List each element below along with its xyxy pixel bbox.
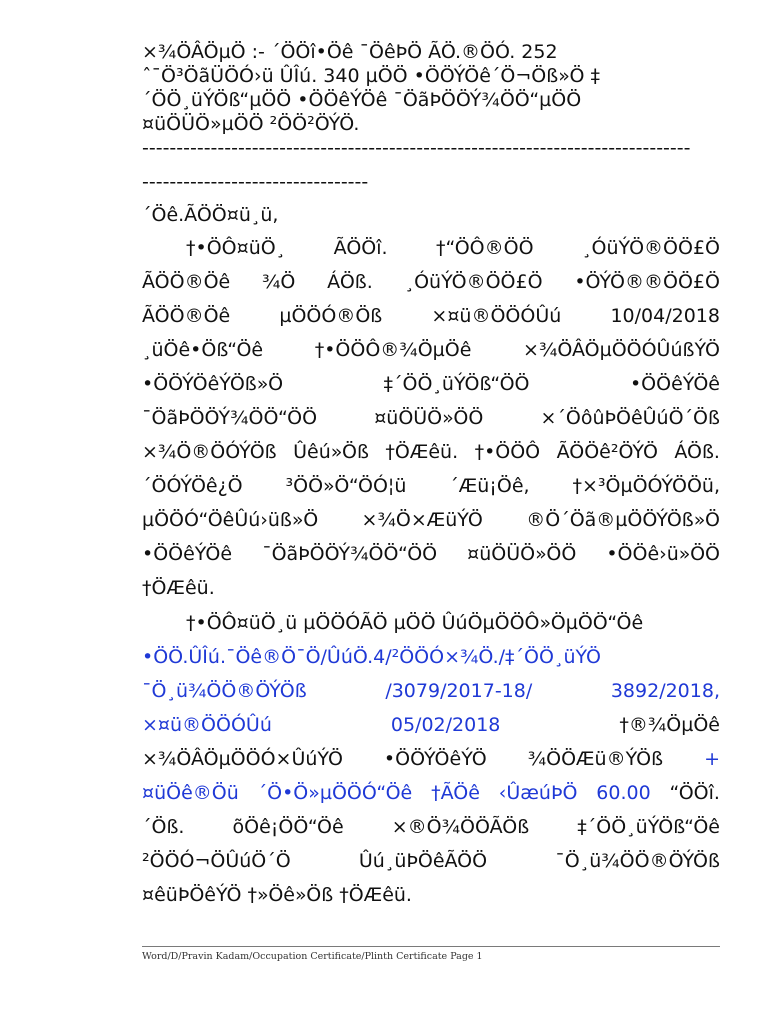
word: ´ÖÓÝÖê¿Ö [142, 475, 243, 497]
word: •ÖÝÖ®®ÖÖ£Ö [574, 271, 720, 293]
word: ®Ö´Öã®µÖÖÝÖß»Ö [526, 509, 720, 531]
word: ÃÖÖê²ÖÝÖ [556, 441, 658, 463]
word: ×®Ö¾ÖÖÃÖß [391, 816, 530, 838]
subject-line: ¤üÖÜÖ»µÖÖ ²ÖÖ²ÖÝÖ. [142, 113, 360, 135]
word: †ÖÆêü. [142, 577, 215, 599]
word: “ÖÖî. [669, 782, 720, 804]
subject-block [142, 40, 732, 136]
word: †•ÖÖÔ [474, 441, 541, 463]
subject-line: ×¾ÖÂÖµÖ :- ´ÖÖî•Öê ¯ÖêÞÖ ÃÖ.®ÖÓ. 252 [142, 41, 558, 63]
word: †•ÖÔ¤üÖ¸ [186, 237, 286, 259]
word: •ÖÖêÝÖê [629, 373, 720, 395]
word: µÖÖ [393, 612, 436, 634]
paragraph-line [142, 810, 720, 844]
word: ¯ÖãÞÖÖÝ¾ÖÖ“ÖÖ [142, 407, 318, 429]
word: ‡´ÖÖ¸üÝÖß“ÖÖ [383, 373, 530, 395]
word: ×¾ÖÂÖµÖÖÓ×ÛúÝÖ [142, 748, 343, 770]
separator-line: -------------------------------------------------------------------------------- [142, 137, 691, 159]
word: •ÖÖÝÖêÝÖß»Ö [142, 373, 284, 395]
subject-line: ˆ¯Ö³ÖãÜÖÓ›ü ÛÎú. 340 µÖÖ •ÖÖÝÖê´Ö¬Öß»Ö ‡ [142, 65, 601, 87]
paragraph-line [142, 333, 720, 367]
paragraph-line [142, 640, 720, 674]
date-text: 05/02/2018 [390, 714, 501, 736]
word: ÁÖß. [327, 271, 373, 293]
body-paragraph-1 [142, 231, 720, 605]
word: ¤üÖÜÖ»ÖÖ [467, 543, 577, 565]
paragraph-line [142, 776, 720, 810]
word: ´Æü¡Öê, [449, 475, 530, 497]
paragraph-line [142, 844, 720, 878]
word: †•ÖÖÔ®¾ÖµÖê [314, 339, 472, 361]
paragraph-line [142, 606, 720, 640]
word: µÖÖÓ“ÖêÛú›üß»Ö [142, 509, 319, 531]
word: ´Öß. [142, 816, 185, 838]
word: ×¾ÖÂÖµÖÖÓÛúßÝÖ [523, 339, 720, 361]
word: †×³ÖµÖÓÝÖÖü, [572, 475, 720, 497]
word: ¤üÖê®Öü [142, 782, 239, 804]
paragraph-line [142, 742, 720, 776]
word: Ûêú»Öß [293, 441, 369, 463]
word: ×¤ü®ÖÖÓÛú [431, 305, 562, 327]
reference-number: •ÖÖ.ÛÎú.¯Öê®Ö¯Ö/ÛúÖ.4/²ÖÖÓ×¾Ö./‡´ÖÖ¸üÝÖ [142, 646, 602, 668]
subject-line: ´ÖÖ¸üÝÖß“µÖÖ •ÖÖêÝÖê ¯ÖãÞÖÖÝ¾ÖÖ“µÖÖ [142, 89, 582, 111]
word: †®¾ÖµÖê [619, 714, 720, 736]
paragraph-line [142, 537, 720, 571]
word: õÖê¡ÖÖ“Öê [232, 816, 344, 838]
word: •ÖÖêÝÖê [142, 543, 233, 565]
word: ÁÖß. [674, 441, 720, 463]
paragraph-line [142, 503, 720, 537]
word: †»Öê»Öß [247, 884, 334, 906]
word: ²ÖÖÓ¬ÖÛúÖ´Ö [142, 850, 291, 872]
word: ÃÖÖî. [333, 237, 388, 259]
word: ¯Ö¸ü¾ÖÖ®ÖÝÖß [142, 680, 307, 702]
footer-divider [142, 946, 720, 947]
paragraph-line [142, 571, 720, 605]
word: ¤üÖÜÖ»ÖÖ [374, 407, 484, 429]
separator-line: --------------------------------- [142, 171, 369, 193]
paragraph-line [142, 435, 720, 469]
word: µÖÖÓÃÖ [303, 612, 388, 634]
word: ¸ÓüÝÖ®ÖÖ£Ö [582, 237, 720, 259]
page-footer: Word/D/Pravin Kadam/Occupation Certificate/Plinth Certificate Page 1 [142, 951, 483, 962]
word: ¸üÖê•Öß“Öê [142, 339, 264, 361]
word: µÖÖÓ®Öß [279, 305, 383, 327]
word: ´Ö•Ö»µÖÖÓ“Öê [257, 782, 413, 804]
word: ‹ÛæúÞÖ [498, 782, 578, 804]
paragraph-line [142, 231, 720, 265]
word: ¤êüÞÖêÝÖ [142, 884, 242, 906]
word: ¾ÖÖÆü®ÝÖß [527, 748, 664, 770]
word: + [704, 748, 720, 770]
paragraph-line [142, 708, 720, 742]
word: •ÖÖê›ü»ÖÖ [606, 543, 720, 565]
salutation: ´Öê.ÃÖÖ¤ü¸ü, [142, 204, 279, 226]
word: †ÖÆêü. [339, 884, 412, 906]
word: ‡´ÖÖ¸üÝÖß“Öê [577, 816, 720, 838]
word: ×¾Ö®ÖÓÝÖß [142, 441, 277, 463]
word: ÃÖÖ®Öê [142, 271, 231, 293]
date-text: 10/04/2018 [610, 305, 720, 327]
area-value: 60.00 [596, 782, 651, 804]
paragraph-line [142, 299, 720, 333]
paragraph-line [142, 265, 720, 299]
word: Ûú¸üÞÖêÃÖÖ [358, 850, 488, 872]
paragraph-line [142, 878, 720, 912]
word: †“ÖÔ®ÖÖ [436, 237, 534, 259]
word: ³ÖÖ»Ö“ÖÓ¦ü [285, 475, 407, 497]
word: ×¤ü®ÖÖÓÛú [142, 714, 272, 736]
word: ÛúÖµÖÖÔ»ÖµÖÖ“Öê [441, 612, 644, 634]
word: ¸ÓüÝÖ®ÖÖ£Ö [404, 271, 543, 293]
paragraph-line [142, 469, 720, 503]
word: †ÖÆêü. [385, 441, 459, 463]
word: ¯ÖãÞÖÖÝ¾ÖÖ“ÖÖ [262, 543, 438, 565]
paragraph-line [142, 674, 720, 708]
word: †ÃÖê [431, 782, 480, 804]
paragraph-line [142, 367, 720, 401]
word: ÃÖÖ®Öê [142, 305, 231, 327]
word: •ÖÖÝÖêÝÖ [383, 748, 487, 770]
reference-number: /3079/2017-18/ [385, 680, 533, 702]
paragraph-line [142, 401, 720, 435]
reference-number: 3892/2018, [610, 680, 720, 702]
word: ¾Ö [262, 271, 296, 293]
word: ¯Ö¸ü¾ÖÖ®ÖÝÖß [555, 850, 720, 872]
body-paragraph-2 [142, 606, 720, 912]
word: †•ÖÔ¤üÖ¸ü [186, 612, 298, 634]
word: ×´ÖôûÞÖêÛúÖ´Öß [540, 407, 720, 429]
word: ×¾Ö×ÆüÝÖ [361, 509, 483, 531]
